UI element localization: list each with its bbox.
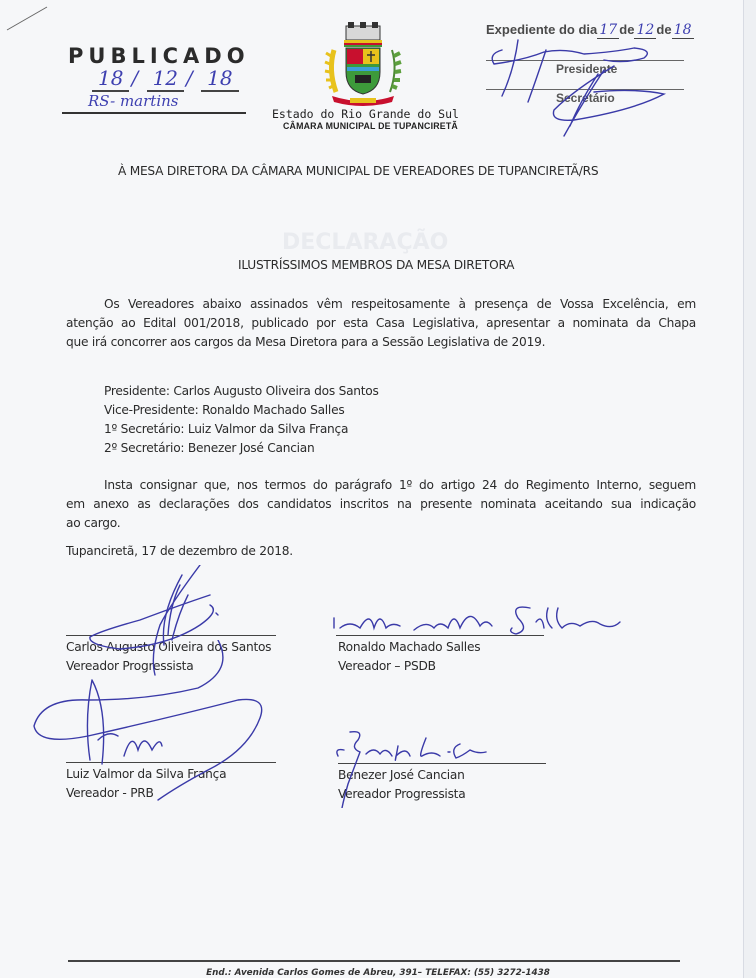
expediente-month: 12 <box>634 22 656 39</box>
member-vice-president: Vice-Presidente: Ronaldo Machado Salles <box>104 403 345 417</box>
footer-divider <box>68 960 680 962</box>
member-first-secretary: 1º Secretário: Luiz Valmor da Silva França <box>104 422 349 436</box>
footer-address: End.: Avenida Carlos Gomes de Abreu, 391– TELEFAX: (55) 3272-1438 <box>206 968 550 978</box>
stamp-underline <box>62 112 246 114</box>
signature-block-1 <box>66 638 271 676</box>
signer-role: Vereador Progressista <box>338 787 466 801</box>
slate-members-list <box>104 382 379 458</box>
letterhead-chamber: CÂMARA MUNICIPAL DE TUPANCIRETÃ <box>283 121 458 131</box>
signer-role: Vereador – PSDB <box>338 659 436 673</box>
paragraph-annex <box>66 476 696 533</box>
municipal-coat-of-arms-icon <box>322 20 404 106</box>
stamp-month: 12 <box>147 66 184 92</box>
signature-block-2 <box>338 638 480 676</box>
signer-name: Carlos Augusto Oliveira dos Santos <box>66 640 272 654</box>
signature-line-4 <box>338 763 546 764</box>
president-signature-line <box>486 60 684 61</box>
stamp-signature: RS- martins <box>88 92 179 110</box>
date-separator: / <box>186 66 193 90</box>
expediente-day: 17 <box>597 22 619 39</box>
paragraph-line: que irá concorrer aos cargos da Mesa Diretora para a Sessão Legislativa de 2019. <box>66 335 546 349</box>
expediente-de: de <box>619 22 635 37</box>
secretary-label: Secretário <box>556 91 615 105</box>
expediente-label: Expediente do dia <box>486 22 598 37</box>
member-president: Presidente: Carlos Augusto Oliveira dos Santos <box>104 384 379 398</box>
signature-line-1 <box>66 635 276 636</box>
date-separator: / <box>131 66 139 90</box>
document-salutation: ILUSTRÍSSIMOS MEMBROS DA MESA DIRETORA <box>238 258 515 272</box>
signature-line-3 <box>66 762 276 763</box>
member-second-secretary: 2º Secretário: Benezer José Cancian <box>104 441 315 455</box>
expediente-signature-scribble <box>484 30 684 140</box>
signature-block-4 <box>338 766 465 804</box>
document-addressee: À MESA DIRETORA DA CÂMARA MUNICIPAL DE VEREADORES DE TUPANCIRETÃ/RS <box>118 164 599 178</box>
stamp-date <box>92 66 241 92</box>
signer-name: Luiz Valmor da Silva França <box>66 767 227 781</box>
paragraph-nominata <box>66 295 696 352</box>
letterhead-state: Estado do Rio Grande do Sul <box>272 107 459 121</box>
signer-name: Benezer José Cancian <box>338 768 465 782</box>
signature-line-2 <box>336 635 544 636</box>
expediente-year: 18 <box>672 22 694 39</box>
expediente-date <box>486 22 694 39</box>
bleed-through-heading: DECLARAÇÃO <box>282 230 449 255</box>
pen-stroke-mark <box>4 4 54 34</box>
paragraph-line: em anexo as declarações dos candidatos inscritos na presente nominata aceitando sua indicação <box>66 497 696 511</box>
paragraph-line: Insta consignar que, nos termos do parágrafo 1º do artigo 24 do Regimento Interno, seguem <box>104 478 696 492</box>
expediente-de: de <box>656 22 672 37</box>
paragraph-line: Os Vereadores abaixo assinados vêm respeitosamente à presença de Vossa Excelência, em <box>104 297 696 311</box>
stamp-day: 18 <box>92 66 129 92</box>
signature-block-3 <box>66 765 226 803</box>
secretary-signature-line <box>486 89 684 90</box>
place-and-date: Tupanciretã, 17 de dezembro de 2018. <box>66 544 293 558</box>
stamp-title: PUBLICADO <box>68 44 250 68</box>
page-edge-shade <box>744 0 756 978</box>
signer-role: Vereador Progressista <box>66 659 194 673</box>
signer-role: Vereador - PRB <box>66 786 154 800</box>
president-label: Presidente <box>556 62 618 76</box>
paragraph-line: atenção ao Edital 001/2018, publicado por esta Casa Legislativa, apresentar a nominata da Chapa <box>66 316 696 330</box>
paragraph-line: ao cargo. <box>66 516 121 530</box>
handwritten-signature-ronaldo <box>330 600 630 640</box>
stamp-year: 18 <box>201 66 238 92</box>
signer-name: Ronaldo Machado Salles <box>338 640 481 654</box>
